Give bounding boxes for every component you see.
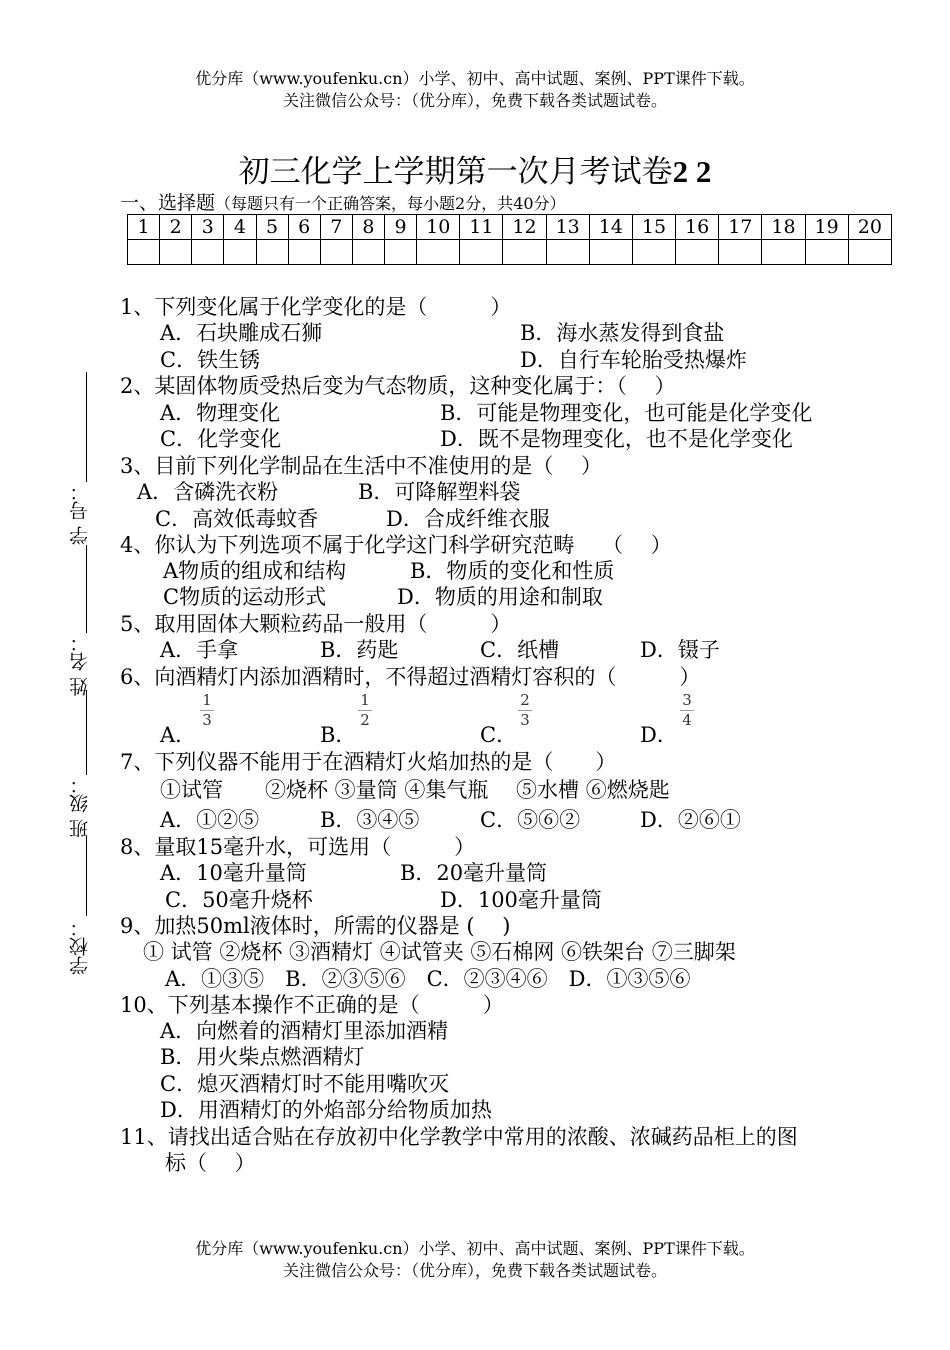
fraction-numerator: 3 [682,691,692,709]
q6-option-b[interactable]: B． [320,723,357,747]
q2-stem: 2、某固体物质受热后变为气态物质，这种变化属于：（ ） [120,374,676,398]
section-note: （每题只有一个正确答案，每小题2分，共40分） [215,194,566,213]
fraction-numerator: 1 [360,691,370,709]
answer-blank-cell[interactable] [288,240,320,265]
answer-blank-cell[interactable] [676,240,719,265]
answer-number-cell: 7 [320,215,352,240]
q5-option-c[interactable]: C．纸槽 [480,638,560,662]
title-text: 初三化学上学期第一次月考试卷 [238,154,673,190]
page-title [0,146,950,191]
q8-stem: 8、量取15毫升水，可选用（ ） [120,835,476,859]
q8-option-a[interactable]: A．10毫升量筒 [160,861,307,885]
header-line-1: 优分库（www.youfenku.cn）小学、初中、高中试题、案例、PPT课件下载。 [195,69,755,88]
answer-blank-cell[interactable] [224,240,256,265]
q6-fraction-d [680,692,694,729]
answer-blank-cell[interactable] [805,240,848,265]
answer-blank-cell[interactable] [503,240,546,265]
answer-blank-cell[interactable] [589,240,632,265]
title-number: 2 2 [672,154,712,189]
answer-number-cell: 14 [589,215,632,240]
answer-number-cell: 20 [848,215,891,240]
q11-stem-continued: 标（ ） [165,1151,256,1175]
answer-blank-cell[interactable] [256,240,288,265]
fraction-numerator: 2 [520,691,530,709]
q6-fraction-a [200,692,214,729]
q10-stem: 10、下列基本操作不正确的是（ ） [120,993,504,1017]
answer-blank-cell[interactable] [460,240,503,265]
q3-option-a[interactable]: A．含磷洗衣粉 [137,480,279,504]
q4-stem: 4、你认为下列选项不属于化学这门科学研究范畴 （ ） [120,533,672,557]
q7-option-d[interactable]: D．②⑥① [640,808,741,832]
q7-stem: 7、下列仪器不能用于在酒精灯火焰加热的是（ ） [120,750,617,774]
section-label: 一、选择题 [120,192,216,214]
q1-stem: 1、下列变化属于化学变化的是（ ） [120,295,512,319]
answer-blank-cell[interactable] [417,240,460,265]
q6-fraction-c [518,692,532,729]
q6-option-d[interactable]: D． [640,723,678,747]
name-label: 姓 名： [69,633,91,697]
q6-option-a[interactable]: A． [160,723,197,747]
q2-option-a[interactable]: A．物理变化 [160,401,281,425]
answer-number-cell: 8 [352,215,384,240]
q7-option-a[interactable]: A．①②⑤ [160,808,260,832]
fraction-denominator: 3 [520,711,530,729]
answer-number-cell: 15 [632,215,675,240]
answer-number-cell: 4 [224,215,256,240]
q7-items: ①试管 ②烧杯 ③量筒 ④集气瓶 ⑤水槽 ⑥燃烧匙 [160,778,670,802]
q10-option-a[interactable]: A．向燃着的酒精灯里添加酒精 [160,1019,449,1043]
q6-stem: 6、向酒精灯内添加酒精时，不得超过酒精灯容积的（ ） [120,665,701,689]
fraction-denominator: 2 [360,711,370,729]
q4-option-c[interactable]: C物质的运动形式 [163,585,327,609]
answer-number-cell: 5 [256,215,288,240]
answer-number-cell: 10 [417,215,460,240]
q7-option-c[interactable]: C．⑤⑥② [480,808,581,832]
section-heading [120,188,566,215]
student-number-label: 学 号： [69,482,91,546]
q8-option-c[interactable]: C．50毫升烧杯 [165,888,313,912]
answer-blank-cell[interactable] [632,240,675,265]
q5-option-b[interactable]: B．药匙 [320,638,399,662]
school-label: 学校： [69,918,91,975]
fraction-numerator: 1 [202,691,212,709]
q9-items: ① 试管 ②烧杯 ③酒精灯 ④试管夹 ⑤石棉网 ⑥铁架台 ⑦三脚架 [143,940,736,964]
fraction-denominator: 4 [682,711,692,729]
q4-option-a[interactable]: A物质的组成和结构 [163,559,347,583]
class-label: 班 级： [69,775,91,839]
binding-line [86,836,87,916]
answer-blank-cell[interactable] [719,240,762,265]
q9-options[interactable]: A．①③⑤ B．②③⑤⑥ C．②③④⑥ D．①③⑤⑥ [165,967,691,991]
answer-number-cell: 2 [160,215,192,240]
q7-option-b[interactable]: B．③④⑤ [320,808,420,832]
answer-number-cell: 11 [460,215,503,240]
q9-stem: 9、加热50ml液体时，所需的仪器是 ( ) [120,914,511,938]
q10-option-c[interactable]: C．熄灭酒精灯时不能用嘴吹灭 [160,1072,450,1096]
fraction-denominator: 3 [202,711,212,729]
q8-option-d[interactable]: D．100毫升量筒 [440,888,602,912]
answer-blank-cell[interactable] [546,240,589,265]
answer-number-cell: 16 [676,215,719,240]
answer-number-cell: 19 [805,215,848,240]
answer-blank-cell[interactable] [128,240,160,265]
answer-number-cell: 13 [546,215,589,240]
binding-line [86,372,87,482]
answer-blank-cell[interactable] [385,240,417,265]
q1-option-c[interactable]: C．铁生锈 [160,348,261,372]
answer-table [127,214,892,265]
answer-number-cell: 3 [192,215,224,240]
answer-blank-cell[interactable] [762,240,805,265]
answer-number-cell: 18 [762,215,805,240]
q10-option-b[interactable]: B．用火柴点燃酒精灯 [160,1045,365,1069]
q10-option-d[interactable]: D．用酒精灯的外焰部分给物质加热 [160,1098,492,1122]
q4-option-b[interactable]: B．物质的变化和性质 [410,559,615,583]
answer-number-cell: 12 [503,215,546,240]
answer-blank-cell[interactable] [320,240,352,265]
answer-blank-cell[interactable] [352,240,384,265]
footer-line-2: 关注微信公众号：（优分库），免费下载各类试题试卷。 [282,1261,667,1280]
answer-number-cell: 1 [128,215,160,240]
q2-option-d[interactable]: D．既不是物理变化，也不是化学变化 [440,427,793,451]
header-line-2: 关注微信公众号：（优分库），免费下载各类试题试卷。 [282,91,667,110]
q6-fraction-b [358,692,372,729]
q1-option-a[interactable]: A．石块雕成石狮 [160,321,323,345]
q5-option-d[interactable]: D．镊子 [640,638,720,662]
q6-option-c[interactable]: C． [480,723,518,747]
footer-line-1: 优分库（www.youfenku.cn）小学、初中、高中试题、案例、PPT课件下载。 [195,1239,755,1258]
answer-table-number-row [128,215,892,240]
q1-option-b[interactable]: B．海水蒸发得到食盐 [520,321,725,345]
q4-option-d[interactable]: D．物质的用途和制取 [397,585,603,609]
answer-number-cell: 9 [385,215,417,240]
answer-table-blank-row[interactable] [128,240,892,265]
q8-option-b[interactable]: B．20毫升量筒 [400,861,548,885]
q3-stem: 3、目前下列化学制品在生活中不准使用的是（ ） [120,454,603,478]
answer-number-cell: 17 [719,215,762,240]
answer-blank-cell[interactable] [192,240,224,265]
q5-option-a[interactable]: A．手拿 [160,638,239,662]
answer-blank-cell[interactable] [160,240,192,265]
q3-option-c[interactable]: C．高效低毒蚊香 [155,507,319,531]
q11-stem: 11、请找出适合贴在存放初中化学教学中常用的浓酸、浓碱药品柜上的图 [120,1125,798,1149]
q3-option-d[interactable]: D．合成纤维衣服 [386,507,550,531]
q1-option-d[interactable]: D．自行车轮胎受热爆炸 [520,348,747,372]
q2-option-c[interactable]: C．化学变化 [160,427,282,451]
binding-line [86,545,87,633]
answer-number-cell: 6 [288,215,320,240]
q3-option-b[interactable]: B．可降解塑料袋 [358,480,521,504]
answer-blank-cell[interactable] [848,240,891,265]
q5-stem: 5、取用固体大颗粒药品一般用（ ） [120,612,512,636]
binding-line [86,690,87,775]
q2-option-b[interactable]: B．可能是物理变化，也可能是化学变化 [440,401,813,425]
